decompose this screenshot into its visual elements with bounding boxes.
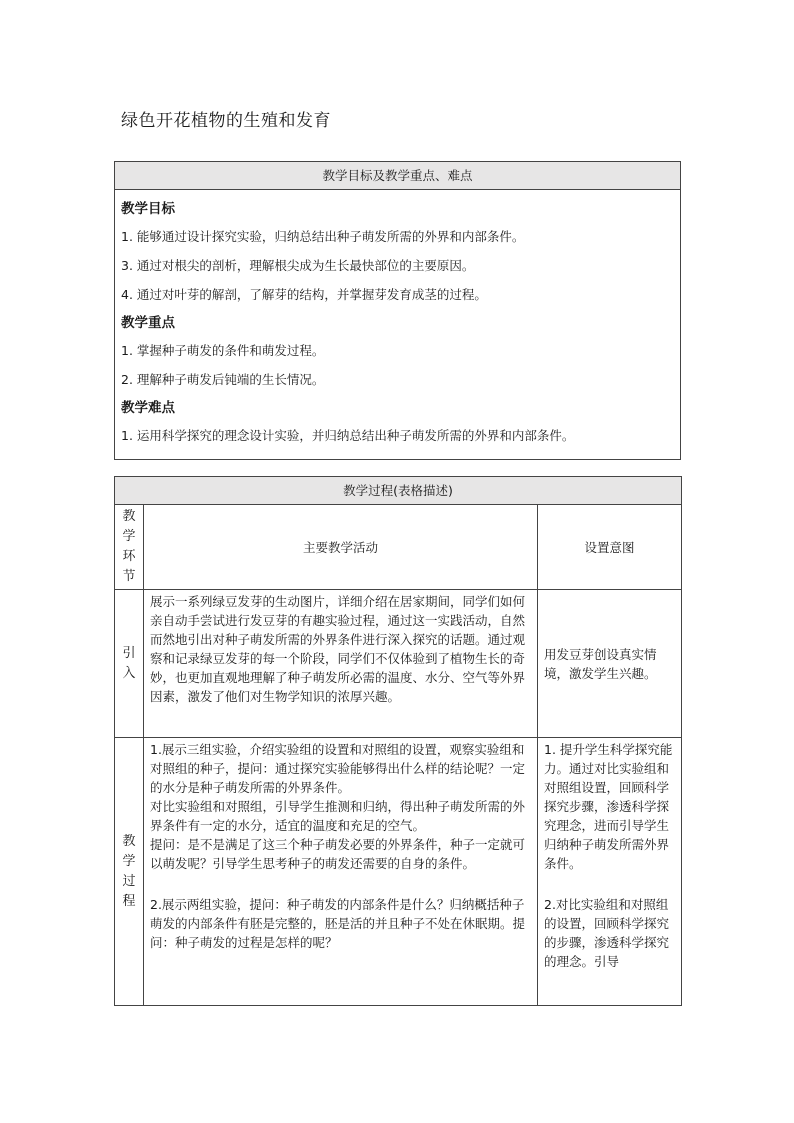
stage-char: 教 [122, 509, 136, 524]
objective-item: 4. 通过对叶芽的解剖，了解芽的结构，并掌握芽发育成茎的过程。 [121, 287, 487, 302]
intent-text: 用发豆芽创设真实情境，激发学生兴趣。 [544, 646, 657, 681]
section-heading-difficulties: 教学难点 [121, 400, 175, 416]
process-table-header: 教学过程(表格描述) [115, 477, 682, 505]
document-title: 绿色开花植物的生殖和发育 [121, 111, 331, 131]
intent-cell-process [538, 738, 682, 1006]
stage-char: 学 [122, 529, 136, 544]
stage-char: 过 [122, 873, 136, 889]
stage-char: 教 [122, 833, 136, 849]
spacer [544, 873, 675, 895]
intent-text: 2.对比实验组和对照组的设置，回顾科学探究的步骤，渗透科学探究的理念。引导 [544, 897, 670, 969]
objective-item: 3. 通过对根尖的剖析，理解根尖成为生长最快部位的主要原因。 [121, 258, 475, 273]
column-header-activity: 主要教学活动 [144, 505, 538, 590]
activity-text: 提问：是不是满足了这三个种子萌发必要的外界条件，种子一定就可以萌发呢？引导学生思考种子的萌发还需要的自身的条件。 [150, 837, 526, 871]
key-point-item: 2. 理解种子萌发后钝端的生长情况。 [121, 372, 325, 387]
stage-cell-intro [115, 590, 144, 738]
column-header-intent: 设置意图 [538, 505, 682, 590]
objectives-table [114, 161, 681, 460]
difficulty-item: 1. 运用科学探究的理念设计实验，并归纳总结出种子萌发所需的外界和内部条件。 [121, 428, 575, 443]
objectives-table-body [115, 190, 681, 460]
stage-char: 环 [122, 549, 136, 564]
key-point-item: 1. 掌握种子萌发的条件和萌发过程。 [121, 343, 325, 358]
intent-cell-intro [538, 590, 682, 738]
stage-char: 程 [122, 893, 136, 909]
column-header-stage [115, 505, 144, 590]
objectives-table-header: 教学目标及教学重点、难点 [115, 162, 681, 190]
process-table [114, 476, 682, 1006]
activity-text: 对比实验组和对照组，引导学生推测和归纳，得出种子萌发所需的外界条件有一定的水分，适宜的温度和充足的空气。 [150, 799, 526, 833]
section-heading-objectives: 教学目标 [121, 201, 175, 217]
intent-text: 1. 提升学生科学探究能力。通过对比实验组和对照组设置，回顾科学探究步骤，渗透科学探究理念，进而引导学生归纳种子萌发所需外界条件。 [544, 742, 673, 871]
activity-cell-process [144, 738, 538, 1006]
activity-text: 1.展示三组实验，介绍实验组的设置和对照组的设置，观察实验组和对照组的种子，提问：通过探究实验能够得出什么样的结论呢？一定的水分是种子萌发所需的外界条件。 [150, 742, 526, 795]
activity-text: 2.展示两组实验，提问：种子萌发的内部条件是什么？归纳概括种子萌发的内部条件有胚是完整的，胚是活的并且种子不处在休眠期。提问：种子萌发的过程是怎样的呢？ [150, 897, 526, 950]
stage-char: 引 [122, 645, 136, 661]
activity-text: 展示一系列绿豆发芽的生动图片，详细介绍在居家期间，同学们如何亲自动手尝试进行发豆芽的有趣实验过程，通过这一实践活动，自然而然地引出对种子萌发所需的外界条件进行深入探究的话题。通过观察和记录绿豆发芽的每一个阶段，同学们不仅体验到了植物生长的奇妙，也更加直观地理解了种子萌发所必需的温度、水分、空气等外界因素，激发了他们对生物学知识的浓厚兴趣。 [150, 594, 526, 704]
section-heading-key-points: 教学重点 [121, 315, 175, 331]
activity-cell-intro [144, 590, 538, 738]
spacer [150, 873, 532, 895]
objective-item: 1. 能够通过设计探究实验，归纳总结出种子萌发所需的外界和内部条件。 [121, 229, 525, 244]
stage-char: 入 [122, 665, 136, 681]
stage-char: 学 [122, 853, 136, 869]
stage-char: 节 [122, 569, 136, 584]
stage-cell-process [115, 738, 144, 1006]
